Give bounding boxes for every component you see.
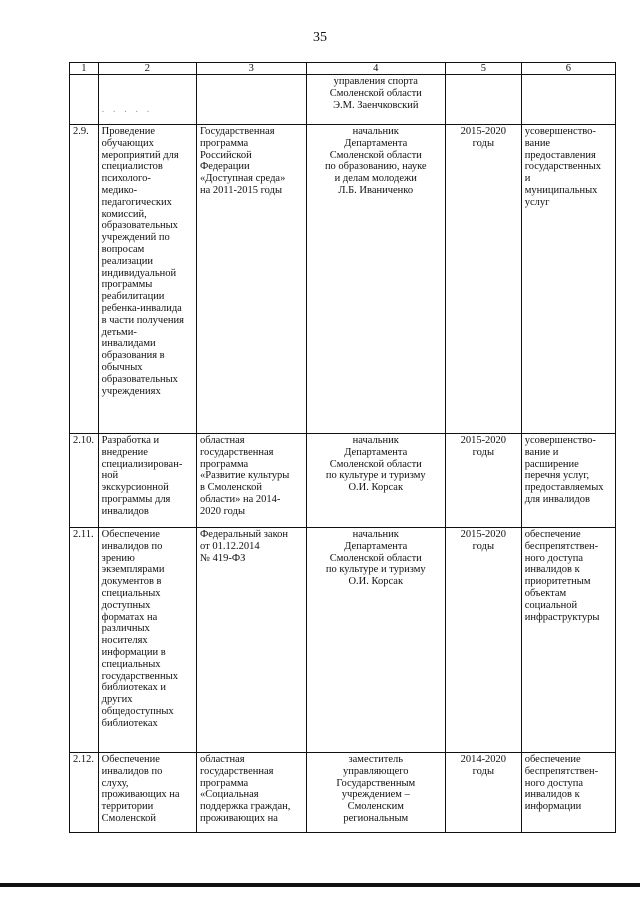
column-number-3: 3: [197, 63, 307, 75]
responsible-cell: заместитель управляющего Государственным учреждением – Смоленским региональным: [306, 753, 445, 833]
table-row: [70, 753, 616, 833]
measure-cell: Проведение обучающих мероприятий для специалистов психолого- медико- педагогических комиссий, образовательных учреждений по вопросам реализации индивидуальной программы реабилитации ребенка-инвалида в части получения детьми- инвалидами образования в обычных образовательных учреждениях: [98, 125, 196, 434]
result-cell: усовершенство- вание предоставления государственных и муниципальных услуг: [521, 125, 615, 434]
measure-cell: Обеспечение инвалидов по зрению экземплярами документов в специальных доступных форматах на различных носителях информации в специальных государственных библиотеках и других общедоступных библиотеках: [98, 528, 196, 753]
table-row: [70, 528, 616, 753]
responsible-cell: начальник Департамента Смоленской области по культуре и туризму О.И. Корсак: [306, 528, 445, 753]
responsible-cell: начальник Департамента Смоленской области по образованию, науке и делам молодежи Л.Б. Иваниченко: [306, 125, 445, 434]
period-cell: 2015-2020 годы: [445, 125, 521, 434]
responsible-cell: управления спорта Смоленской области Э.М. Заенчковский: [306, 75, 445, 125]
responsible-cell: начальник Департамента Смоленской области по культуре и туризму О.И. Корсак: [306, 434, 445, 528]
page-number: 35: [313, 30, 327, 45]
basis-cell: [197, 75, 307, 125]
measures-table: [69, 62, 616, 833]
measure-cell: Обеспечение инвалидов по слуху, проживающих на территории Смоленской: [98, 753, 196, 833]
basis-cell: Федеральный закон от 01.12.2014 № 419-ФЗ: [197, 528, 307, 753]
table-row: [70, 434, 616, 528]
column-number-5: 5: [445, 63, 521, 75]
period-cell: 2014-2020 годы: [445, 753, 521, 833]
bottom-scan-border: [0, 883, 640, 887]
table-row: [70, 75, 616, 125]
basis-cell: областная государственная программа «Социальная поддержка граждан, проживающих на: [197, 753, 307, 833]
column-number-6: 6: [521, 63, 615, 75]
table-row: [70, 125, 616, 434]
table-header-row: [70, 63, 616, 75]
period-cell: [445, 75, 521, 125]
row-number: 2.10.: [70, 434, 99, 528]
row-number: 2.9.: [70, 125, 99, 434]
row-number: 2.12.: [70, 753, 99, 833]
basis-cell: областная государственная программа «Развитие культуры в Смоленской области» на 2014- 2020 годы: [197, 434, 307, 528]
basis-cell: Государственная программа Российской Федерации «Доступная среда» на 2011-2015 годы: [197, 125, 307, 434]
period-cell: 2015-2020 годы: [445, 528, 521, 753]
result-cell: усовершенство- вание и расширение перечня услуг, предоставляемых для инвалидов: [521, 434, 615, 528]
result-cell: обеспечение беспрепятствен- ного доступа инвалидов к приоритетным объектам социальной инфраструктуры: [521, 528, 615, 753]
measure-cell: . . . . .: [98, 75, 196, 125]
period-cell: 2015-2020 годы: [445, 434, 521, 528]
column-number-1: 1: [70, 63, 99, 75]
column-number-2: 2: [98, 63, 196, 75]
result-cell: [521, 75, 615, 125]
row-number: 2.11.: [70, 528, 99, 753]
result-cell: обеспечение беспрепятствен- ного доступа инвалидов к информации: [521, 753, 615, 833]
measure-cell: Разработка и внедрение специализирован- ной экскурсионной программы для инвалидов: [98, 434, 196, 528]
row-number: [70, 75, 99, 125]
column-number-4: 4: [306, 63, 445, 75]
